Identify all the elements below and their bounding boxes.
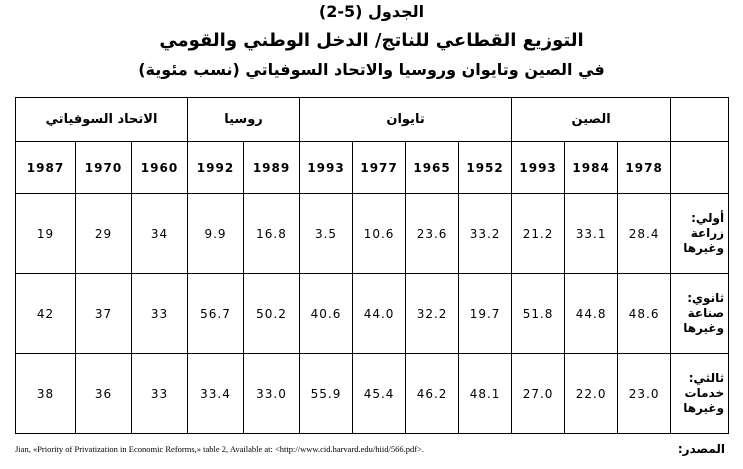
row-label-line: وغيرها (683, 241, 725, 255)
row-label-header (671, 142, 729, 194)
row-label-line: صناعة (687, 306, 725, 320)
table-cell: 44.8 (565, 274, 618, 354)
table-cell: 34 (132, 194, 188, 274)
table-cell: 40.6 (300, 274, 353, 354)
table-cell: 33.4 (188, 354, 244, 434)
table-cell: 16.8 (244, 194, 300, 274)
table-cell: 10.6 (353, 194, 406, 274)
table-number: الجدول (5-2) (318, 2, 425, 21)
table-cell: 42 (16, 274, 76, 354)
table-cell: 32.2 (406, 274, 459, 354)
table-cell: 21.2 (512, 194, 565, 274)
table-cell: 51.8 (512, 274, 565, 354)
year-taiwan-1: 1952 (459, 142, 512, 194)
table-cell: 37 (76, 274, 132, 354)
table-subtitle: في الصين وتايوان وروسيا والاتحاد السوفياتي (نسب مئوية) (138, 60, 605, 79)
row-label-tertiary (671, 354, 729, 434)
year-ussr-2: 1970 (76, 142, 132, 194)
row-label-line: أولي: (691, 211, 725, 225)
table-cell: 33.2 (459, 194, 512, 274)
row-label-line: وغيرها (683, 321, 725, 335)
year-russia-1: 1989 (244, 142, 300, 194)
table-cell: 48.1 (459, 354, 512, 434)
table-cell: 9.9 (188, 194, 244, 274)
year-header-row (16, 142, 729, 194)
year-taiwan-2: 1965 (406, 142, 459, 194)
table-row-secondary (16, 274, 729, 354)
table-cell: 44.0 (353, 274, 406, 354)
year-china-3: 1993 (512, 142, 565, 194)
table-cell: 22.0 (565, 354, 618, 434)
table-row-primary (16, 194, 729, 274)
row-label-line: وغيرها (683, 401, 725, 415)
group-china: الصين (512, 98, 671, 142)
table-cell: 19 (16, 194, 76, 274)
row-label-secondary (671, 274, 729, 354)
row-label-line: زراعة (690, 226, 725, 240)
table-cell: 46.2 (406, 354, 459, 434)
sectoral-distribution-table (15, 97, 729, 434)
table-cell: 33 (132, 354, 188, 434)
table-cell: 33.0 (244, 354, 300, 434)
table-cell: 45.4 (353, 354, 406, 434)
year-china-1: 1978 (618, 142, 671, 194)
year-ussr-1: 1960 (132, 142, 188, 194)
group-header-row (16, 98, 729, 142)
table-cell: 23.6 (406, 194, 459, 274)
table-cell: 38 (16, 354, 76, 434)
table-cell: 27.0 (512, 354, 565, 434)
table-row-tertiary (16, 354, 729, 434)
year-taiwan-3: 1977 (353, 142, 406, 194)
table-cell: 33.1 (565, 194, 618, 274)
table-title: التوزيع القطاعي للناتج/ الدخل الوطني والقومي (159, 30, 584, 51)
year-ussr-3: 1987 (16, 142, 76, 194)
row-label-line: خدمات (684, 386, 725, 400)
group-ussr: الاتحاد السوفياتي (16, 98, 188, 142)
table-cell: 56.7 (188, 274, 244, 354)
group-russia: روسيا (188, 98, 300, 142)
row-label-line: ثالثي: (688, 371, 725, 385)
table-cell: 19.7 (459, 274, 512, 354)
table-cell: 55.9 (300, 354, 353, 434)
year-china-2: 1984 (565, 142, 618, 194)
table-cell: 36 (76, 354, 132, 434)
table-cell: 48.6 (618, 274, 671, 354)
table-cell: 33 (132, 274, 188, 354)
year-russia-2: 1992 (188, 142, 244, 194)
table-cell: 23.0 (618, 354, 671, 434)
year-taiwan-4: 1993 (300, 142, 353, 194)
group-taiwan: تايوان (300, 98, 512, 142)
table-cell: 3.5 (300, 194, 353, 274)
source-label: المصدر: (677, 442, 725, 456)
table-cell: 29 (76, 194, 132, 274)
source-citation: Jian, «Priority of Privatization in Economic Reforms,» table 2, Available at: <http://www.cid.harvard.edu/hiid/566.pdf>. (15, 444, 425, 454)
table-cell: 28.4 (618, 194, 671, 274)
row-label-primary (671, 194, 729, 274)
table-cell: 50.2 (244, 274, 300, 354)
row-label-header (671, 98, 729, 142)
row-label-line: ثانوي: (687, 291, 725, 305)
